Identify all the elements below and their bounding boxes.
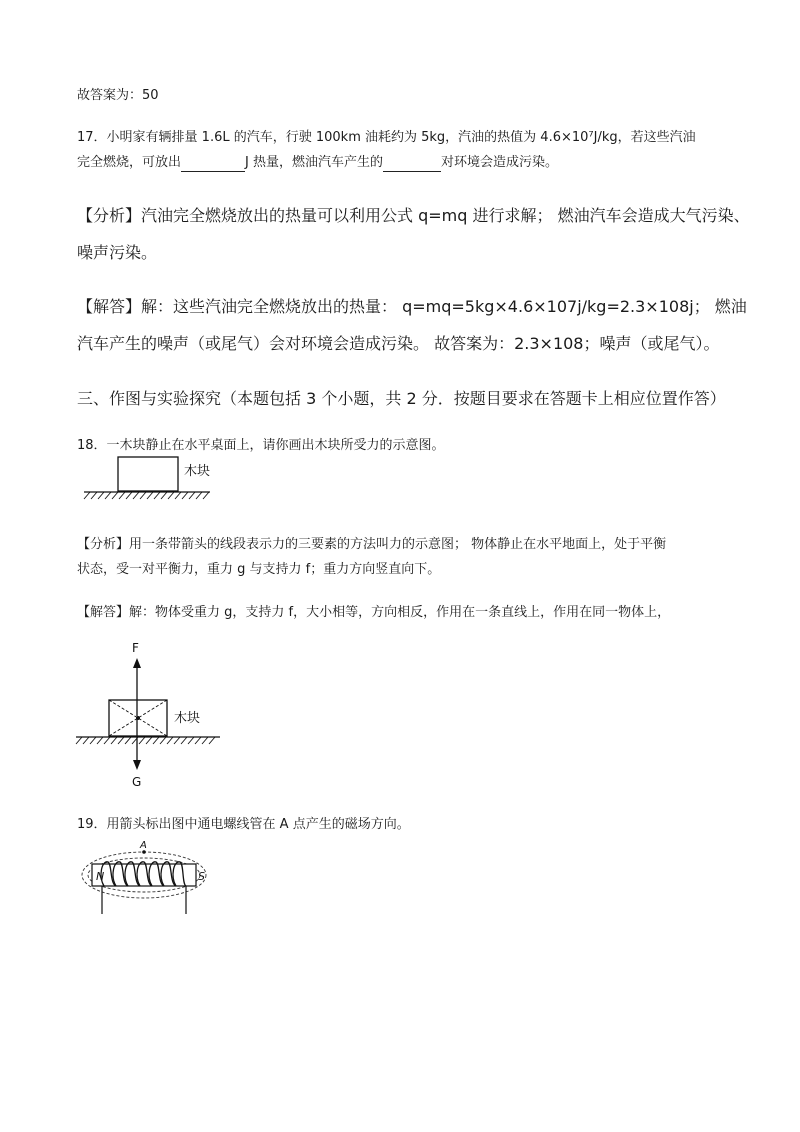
question-17-line-2 [77, 155, 558, 172]
analysis-18-line-1: 【分析】用一条带箭头的线段表示力的三要素的方法叫力的示意图； 物体静止在水平地面上，处于平衡 [77, 537, 667, 552]
block-label: 木块 [184, 464, 211, 479]
wood-block [118, 457, 178, 491]
south-pole-label: S [198, 870, 205, 883]
q17-text-c: 对环境会造成污染。 [440, 155, 558, 170]
surface-hatching [76, 737, 215, 744]
question-17-line-1: 17．小明家有辆排量 1.6L 的汽车，行驶 100km 油耗约为 5kg，汽油的热值为 4.6×10⁷J/kg，若这些汽油 [77, 130, 696, 145]
section-3-title: 三、作图与实验探究（本题包括 3 个小题，共 2 分．按题目要求在答题卡上相应位置作答） [77, 389, 726, 408]
north-pole-label: N [96, 870, 105, 883]
force-g-label: G [132, 775, 142, 788]
solution-17-line-1: 【解答】解：这些汽油完全燃烧放出的热量： q=mq=5kg×4.6×107j/kg=2.3×108j； 燃油 [77, 297, 747, 316]
arrow-head-down-icon [133, 760, 141, 770]
analysis-18-line-2: 状态，受一对平衡力，重力 g 与支持力 f；重力方向竖直向下。 [77, 562, 441, 577]
answer-blank-heat[interactable] [181, 155, 245, 172]
surface-hatching [84, 492, 209, 499]
solenoid-core [92, 864, 196, 886]
force-diagram [70, 636, 230, 788]
block-on-table-diagram [80, 455, 220, 501]
answer-line: 故答案为：50 [77, 88, 159, 103]
solution-17-line-2: 汽车产生的噪声（或尾气）会对环境会造成污染。 故答案为：2.3×108；噪声（或尾气）。 [77, 334, 720, 353]
arrow-head-up-icon [133, 658, 141, 668]
block-label: 木块 [174, 711, 201, 726]
q17-text-a: 完全燃烧，可放出 [77, 155, 182, 170]
answer-blank-pollution[interactable] [383, 155, 441, 172]
q17-text-b: J 热量，燃油汽车产生的 [245, 155, 383, 170]
solution-18-text: 【解答】解：物体受重力 g，支持力 f，大小相等，方向相反，作用在一条直线上，作用在同一物体上， [77, 605, 671, 620]
point-a-label: A [140, 840, 147, 851]
question-19-text: 19．用箭头标出图中通电螺线管在 A 点产生的磁场方向。 [77, 817, 410, 832]
question-18-text: 18．一木块静止在水平桌面上，请你画出木块所受力的示意图。 [77, 438, 445, 453]
force-f-label: F [132, 641, 139, 655]
analysis-17-line-1: 【分析】汽油完全燃烧放出的热量可以利用公式 q=mq 进行求解； 燃油汽车会造成大气污染、 [77, 206, 750, 225]
analysis-17-line-2: 噪声污染。 [77, 243, 158, 262]
solenoid-diagram [74, 836, 224, 918]
